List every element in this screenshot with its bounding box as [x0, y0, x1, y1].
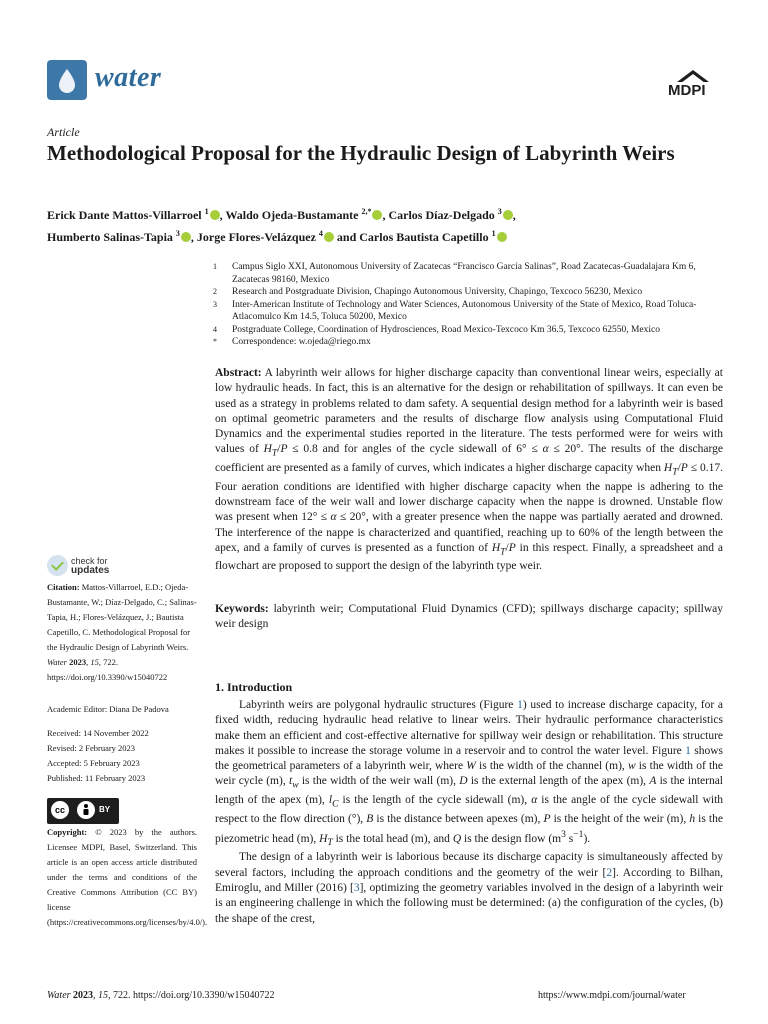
- affiliation-item: 2 Research and Postgraduate Division, Chapingo Autonomous University, Chapingo, Texcoco 56230, Mexico: [213, 287, 643, 297]
- footer-journal-url[interactable]: https://www.mdpi.com/journal/water: [538, 990, 686, 1001]
- author-name[interactable]: Erick Dante Mattos-Villarroel $^1$: [47, 208, 220, 222]
- copyright-text: © 2023 by the authors. Licensee MDPI, Basel, Switzerland. This article is an open access article distributed under the terms and conditions of the Creative Commons Attribution (CC BY) license (https://creativecommons.org/licenses/by/4.0/).: [47, 827, 208, 927]
- paragraph: Labyrinth weirs are polygonal hydraulic structures (Figure 1) used to increase discharge capacity, for a fixed width, reducing hydraulic head relative to linear weirs. Their hydraulic performance characteristics make them an efficient and cost-effective alternative for spillway weir design or rehabilitation. This structure makes it possible to increase the storage volume in a reservoir and to control the water level. Figure 1 shows the geometrical parameters of a labyrinth weir, where W is the width of the channel (m), w is the width of the weir cycle (m), $t_w$ is the width of the weir wall (m), D is the external length of the apex (m), A is the internal length of the apex (m), $l_C$ is the length of the cycle sidewall (m), α is the angle of the cycle sidewall with respect to the flow direction (°), B is the distance between apexes (m), P is the height of the weir (m), h is the piezometric head (m), $H_T$ is the total head (m), and Q is the design flow ($m^3$ $s^{-1}$).: [215, 699, 724, 849]
- article-title: Methodological Proposal for the Hydraulic Design of Labyrinth Weirs: [47, 141, 675, 165]
- keywords-label: Keywords:: [215, 603, 269, 615]
- copyright-notice: [47, 825, 208, 930]
- affiliations: [213, 261, 733, 349]
- article-type: Article: [47, 125, 80, 139]
- date-entry: Accepted: 5 February 2023: [47, 758, 140, 768]
- keywords: [215, 602, 723, 633]
- author-name[interactable]: Jorge Flores-Velázquez $^4$: [197, 230, 334, 244]
- affiliation-item: 4 Postgraduate College, Coordination of Hydrosciences, Road Mexico-Texcoco Km 36.5, Texcoco 62550, Mexico: [213, 324, 661, 335]
- publisher-name: MDPI: [668, 82, 706, 99]
- author-name[interactable]: Carlos Bautista Capetillo $^1$: [359, 230, 506, 244]
- check-updates-icon: [47, 555, 68, 576]
- author-name[interactable]: Waldo Ojeda-Bustamante $^{2,*}$: [225, 208, 382, 222]
- by-label: BY: [99, 805, 111, 814]
- publisher-logo[interactable]: [666, 70, 720, 102]
- section-heading-introduction: 1. Introduction: [215, 680, 293, 694]
- person-icon: [77, 801, 95, 819]
- paragraph: The design of a labyrinth weir is laborious because its discharge capacity is simultaneously affected by several factors, including the approach conditions and the geometry of the weir [2]. According to Bilhan, Emiroglu, and Miller (2016) [3], optimizing the geometry variables involved in the design of a labyrinth weir is an engineering challenge in which the following must be determined: (a) the configuration of the cycles, (b) the shape of the crest,: [215, 851, 724, 925]
- date-entry: Published: 11 February 2023: [47, 773, 146, 783]
- abstract-text: A labyrinth weir allows for higher discharge capacity than conventional linear weirs, especially at low hydraulic heads. In fact, this is an alternative for the design or rehabilitation of spillways. It can even be used as a strategy in problems related to dam safety. A sequential design method for a labyrinth weir is based on optimal geometric parameters and the results of discharge flow analysis using Computational Fluid Dynamics and the experimental studies reported in the literature. The tests performed were for weirs with values of $H_T/P \le 0.8$ and for angles of the cycle sidewall of 6° ≤ α ≤ 20°. The results of the discharge coefficient are presented as a family of curves, which indicates a higher discharge capacity when $H_T/P \le 0.17$. Four aeration conditions are identified with higher discharge capacity when the nappe is adhering to the downstream face of the weir wall and lower discharge capacity when the nappe is drowned. Unstable flow was present when 12° ≤ α ≤ 20°, with a greater presence when the nappe was partially aerated and drowned. The interference of the nappe is characterized and quantified, reaching up to 60% of the length between the apex, and a family of curves is presented as a function of $H_T/P$ in this respect. Finally, a spreadsheet and a flowchart are proposed to support the design of the labyrinth type weir.: [215, 367, 723, 573]
- citation: [47, 580, 199, 685]
- publication-dates: [47, 726, 199, 786]
- citation-label: Citation:: [47, 582, 80, 592]
- copyright-label: Copyright:: [47, 827, 88, 837]
- orcid-icon[interactable]: [497, 232, 507, 242]
- date-entry: Revised: 2 February 2023: [47, 743, 136, 753]
- abstract-label: Abstract:: [215, 367, 262, 379]
- introduction-body: [215, 698, 723, 927]
- author-name[interactable]: Carlos Díaz-Delgado $^3$: [388, 208, 512, 222]
- journal-name[interactable]: water: [95, 62, 162, 93]
- keywords-text: labyrinth weir; Computational Fluid Dynamics (CFD); spillways discharge capacity; spillway weir design: [215, 603, 723, 631]
- date-entry: Received: 14 November 2022: [47, 728, 149, 738]
- abstract: [215, 366, 723, 575]
- orcid-icon[interactable]: [372, 210, 382, 220]
- updates-line1: check for: [71, 556, 108, 566]
- affiliation-item: 3 Inter-American Institute of Technology and Water Sciences, Autonomous University of the State of Mexico, Road Toluca-Atlacomulco Km 14.5, Toluca 50200, Mexico: [213, 299, 697, 322]
- check-for-updates-button[interactable]: [47, 554, 177, 580]
- affiliation-item: * Correspondence: w.ojeda@riego.mx: [213, 337, 371, 347]
- citation-text[interactable]: Mattos-Villarroel, E.D.; Ojeda-Bustamante, W.; Díaz-Delgado, C.; Salinas-Tapia, H.; Flores-Velázquez, J.; Bautista Capetillo, C. Methodological Proposal for the Hydraulic Design of Labyrinth Weirs. Water 2023, 15, 722. https://doi.org/10.3390/w15040722: [47, 582, 197, 682]
- cc-by-license-badge[interactable]: [47, 798, 119, 824]
- academic-editor: Academic Editor: Diana De Padova: [47, 704, 169, 714]
- orcid-icon[interactable]: [181, 232, 191, 242]
- affiliation-item: 1 Campus Siglo XXI, Autonomous University of Zacatecas “Francisco García Salinas”, Road Zacatecas-Guadalajara Km 6, Zacatecas 98160, Mexico: [213, 262, 696, 285]
- orcid-icon[interactable]: [503, 210, 513, 220]
- journal-logo-icon: [47, 60, 87, 100]
- orcid-icon[interactable]: [324, 232, 334, 242]
- author-name[interactable]: Humberto Salinas-Tapia $^3$: [47, 230, 191, 244]
- author-list: Erick Dante Mattos-Villarroel $^1$ , Waldo Ojeda-Bustamante $^{2,*}$ , Carlos Díaz-Delgado $^3$ , Humberto Salinas-Tapia $^3$ , Jorge Flores-Velázquez $^4$ and Carlos Bautista Capetillo $^1$: [47, 207, 516, 244]
- updates-line2: updates: [71, 565, 110, 576]
- footer-citation[interactable]: Water 2023, 15, 722. https://doi.org/10.3390/w15040722: [47, 990, 275, 1001]
- cc-icon: cc: [51, 801, 69, 819]
- orcid-icon[interactable]: [210, 210, 220, 220]
